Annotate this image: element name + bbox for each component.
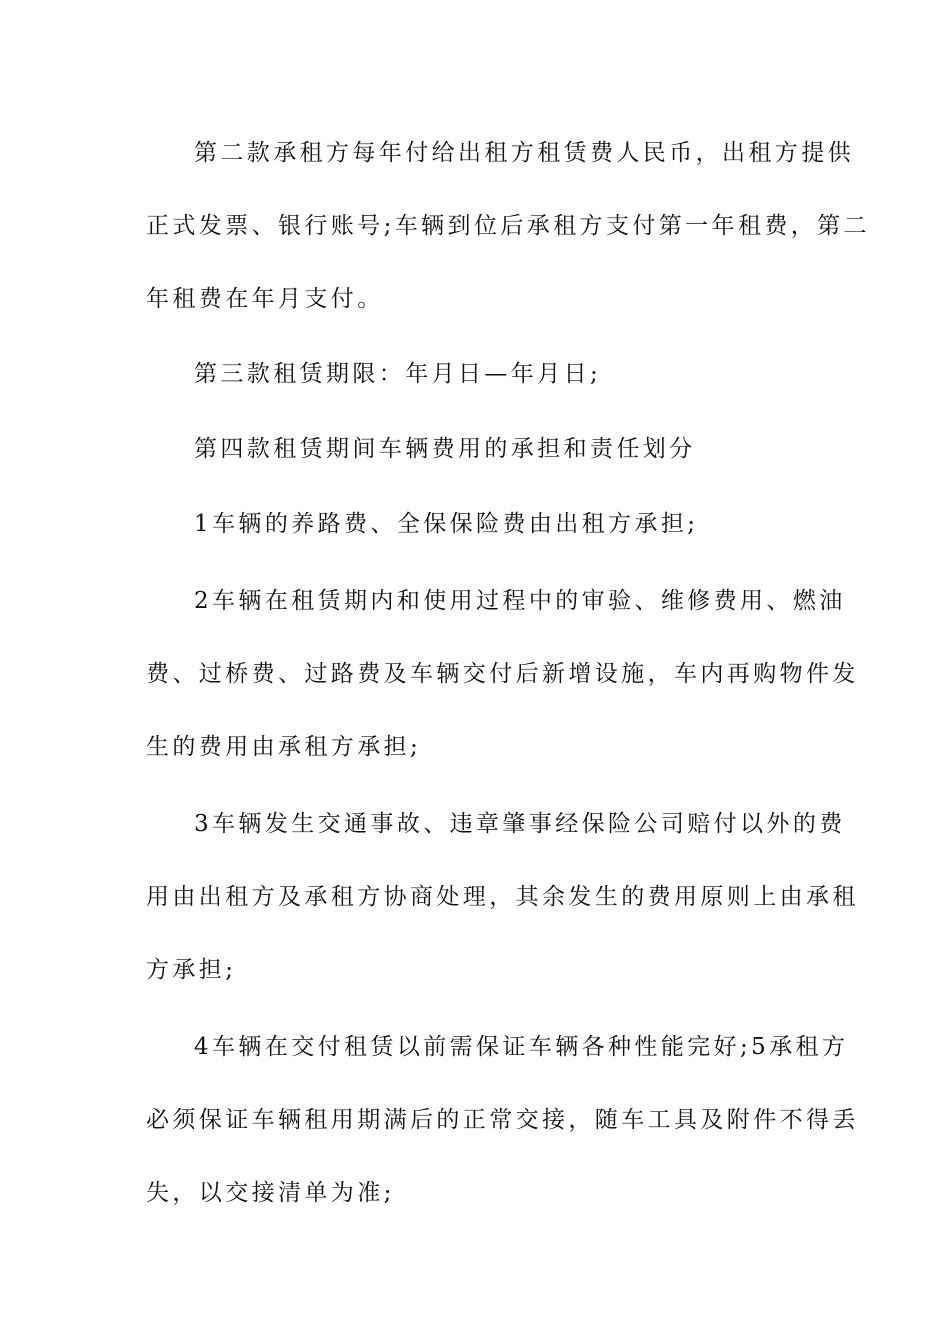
paragraph-line: 方承担; — [146, 957, 237, 983]
paragraph-line: 第四款租赁期间车辆费用的承担和责任划分 — [194, 436, 696, 462]
paragraph-line: 生的费用由承租方承担; — [146, 734, 422, 760]
paragraph-line: 第三款租赁期限：年月日—年月日; — [194, 361, 602, 387]
paragraph-line: 2车辆在租赁期内和使用过程中的审验、维修费用、燃油 — [194, 588, 846, 614]
paragraph-line: 3车辆发生交通事故、违章肇事经保险公司赔付以外的费 — [194, 811, 846, 837]
paragraph-line: 1车辆的养路费、全保保险费由出租方承担; — [194, 511, 699, 537]
paragraph-line: 用由出租方及承租方协商处理，其余发生的费用原则上由承租 — [146, 884, 859, 910]
paragraph-line: 费、过桥费、过路费及车辆交付后新增设施，车内再购物件发 — [146, 661, 859, 687]
paragraph-line: 失，以交接清单为准; — [146, 1180, 395, 1206]
paragraph-line: 年租费在年月支付。 — [146, 286, 384, 312]
paragraph-line: 4车辆在交付租赁以前需保证车辆各种性能完好;5承租方 — [194, 1034, 849, 1060]
paragraph-line: 正式发票、银行账号;车辆到位后承租方支付第一年租费，第二 — [146, 213, 870, 239]
paragraph-line: 第二款承租方每年付给出租方租赁费人民币，出租方提供 — [194, 140, 854, 166]
paragraph-line: 必须保证车辆租用期满后的正常交接，随车工具及附件不得丢 — [146, 1107, 859, 1133]
